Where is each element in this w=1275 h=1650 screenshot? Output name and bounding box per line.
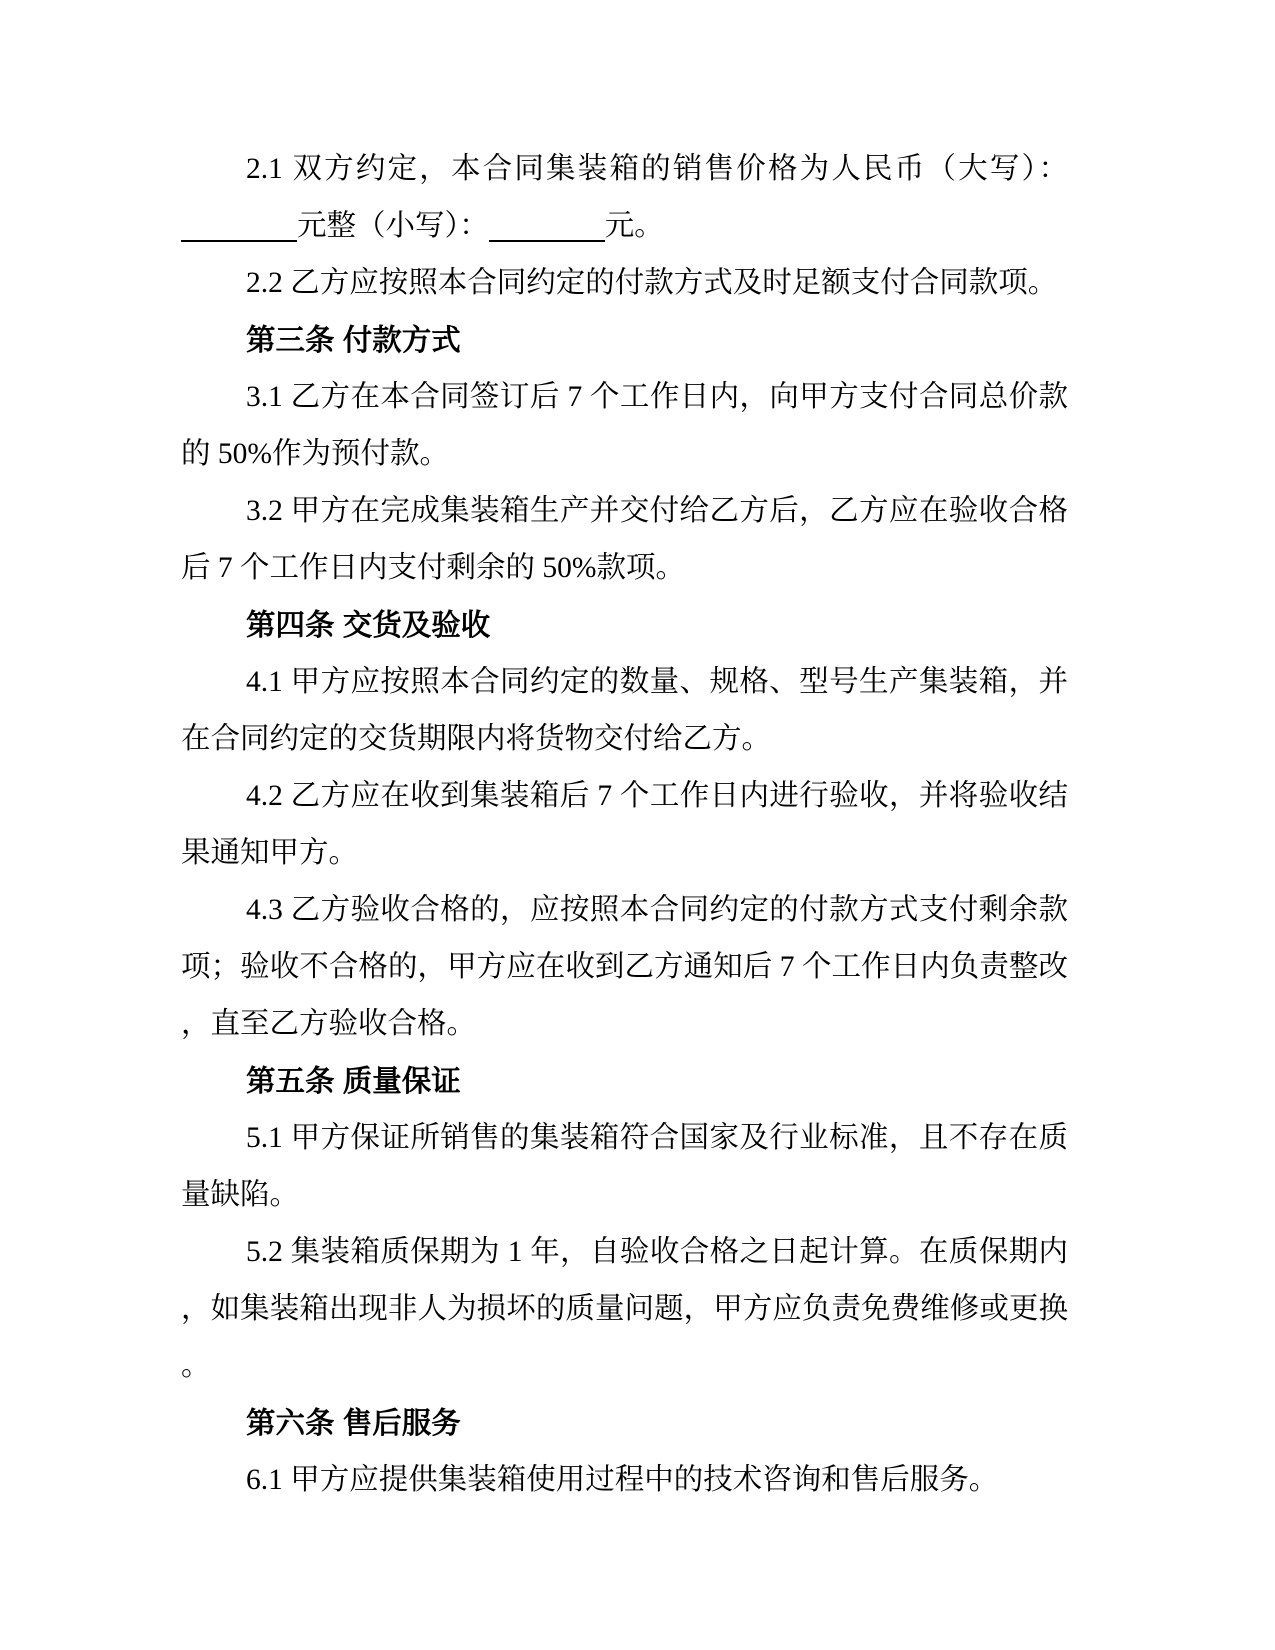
clause-paragraph: 2.2 乙方应按照本合同约定的付款方式及时足额支付合同款项。 bbox=[246, 267, 1058, 299]
clause-paragraph: 4.3 乙方验收合格的，应按照本合同约定的付款方式支付剩余款项；验收不合格的，甲方应在收到乙方通知后 7 个工作日内负责整改，直至乙方验收合格。 bbox=[181, 894, 1068, 1040]
contract-text bbox=[181, 141, 1068, 1509]
clause-paragraph: 3.1 乙方在本合同签订后 7 个工作日内，向甲方支付合同总价款的 50%作为预付款。 bbox=[181, 381, 1068, 470]
section-heading: 第五条 质量保证 bbox=[246, 1065, 461, 1098]
clause-paragraph bbox=[181, 141, 1068, 255]
fill-in-blank-line bbox=[181, 240, 297, 242]
clause-text: 元整（小写）： bbox=[297, 210, 489, 242]
section-heading: 第六条 售后服务 bbox=[246, 1407, 461, 1440]
clause-paragraph: 4.2 乙方应在收到集装箱后 7 个工作日内进行验收，并将验收结果通知甲方。 bbox=[181, 780, 1068, 869]
clause-paragraph: 3.2 甲方在完成集装箱生产并交付给乙方后，乙方应在验收合格后 7 个工作日内支付剩余的 50%款项。 bbox=[181, 495, 1068, 584]
clause-paragraph: 5.2 集装箱质保期为 1 年，自验收合格之日起计算。在质保期内，如集装箱出现非人为损坏的质量问题，甲方应负责免费维修或更换。 bbox=[181, 1236, 1068, 1382]
clause-paragraph: 5.1 甲方保证所销售的集装箱符合国家及行业标准，且不存在质量缺陷。 bbox=[181, 1122, 1068, 1211]
clause-paragraph: 4.1 甲方应按照本合同约定的数量、规格、型号生产集装箱，并在合同约定的交货期限内将货物交付给乙方。 bbox=[181, 666, 1068, 755]
clause-paragraph: 6.1 甲方应提供集装箱使用过程中的技术咨询和售后服务。 bbox=[246, 1464, 999, 1496]
fill-in-blank-line bbox=[489, 240, 605, 242]
section-heading: 第四条 交货及验收 bbox=[246, 609, 491, 642]
clause-text: 2.1 双方约定，本合同集装箱的销售价格为人民币（大写）： bbox=[246, 153, 1068, 185]
section-heading: 第三条 付款方式 bbox=[246, 324, 461, 357]
clause-text: 元。 bbox=[604, 210, 664, 242]
